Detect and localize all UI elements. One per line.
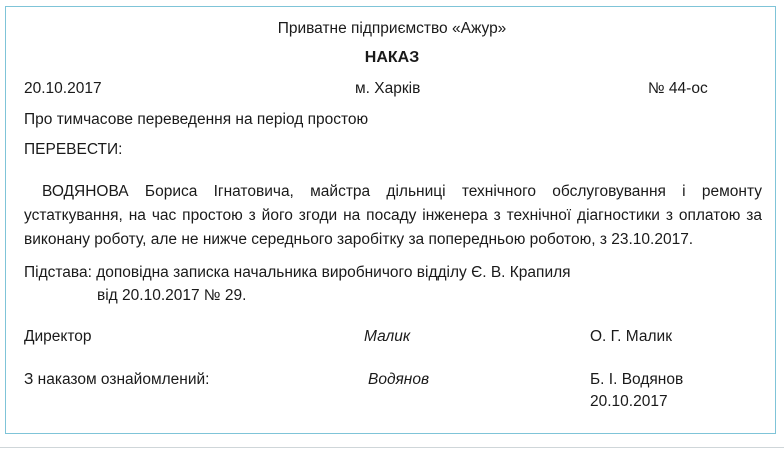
basis-line: Підстава: доповідна записка начальника виробничого відділу Є. В. Крапиля [24,264,571,281]
order-body-paragraph: ВОДЯНОВА Бориса Ігнатовича, майстра дільниці технічного обслуговування і ремонту устаткування, на час простою з його згоди на посаду інженера з технічної діагностики з оплатою за виконану роботу, але не нижче середнього заробітку за попередньою роботою, з 23.10.2017. [24,183,762,248]
organization-name: Приватне підприємство «Ажур» [277,20,507,37]
page-bottom-divider [0,447,784,448]
director-name: О. Г. Малик [590,328,672,345]
acknowledgement-label: З наказом ознайомлений: [24,371,210,388]
acknowledgement-date: 20.10.2017 [590,393,668,410]
basis-reference: від 20.10.2017 № 29. [97,287,247,304]
director-signature: Малик [364,328,411,345]
document-title: НАКАЗ [364,49,420,66]
director-label: Директор [24,328,92,345]
employee-signature: Водянов [368,371,430,388]
order-date: 20.10.2017 [24,80,102,97]
employee-name: Б. І. Водянов [590,371,684,388]
order-number: № 44-ос [648,80,708,97]
order-directive: ПЕРЕВЕСТИ: [24,141,123,158]
order-subject: Про тимчасове переведення на період простою [24,111,369,128]
order-city: м. Харків [355,80,421,97]
